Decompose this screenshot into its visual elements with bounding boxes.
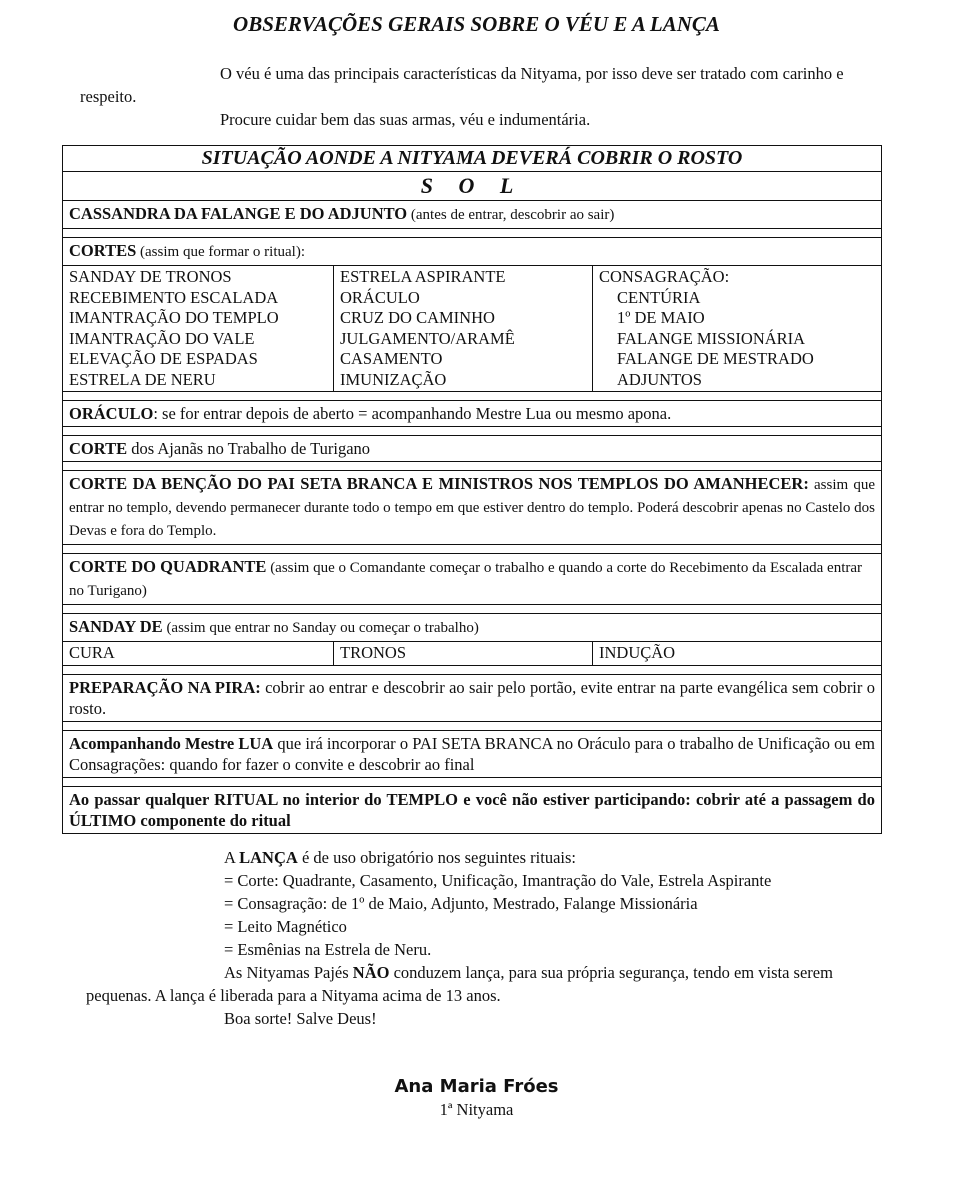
signature-role: 1ª Nityama: [439, 1100, 514, 1119]
list-item: = Leito Magnético: [224, 917, 347, 936]
list-item: ADJUNTOS: [617, 369, 702, 389]
list-item: IMANTRAÇÃO DO TEMPLO: [69, 308, 279, 327]
corte-bencao-text: assim que entrar no templo, devendo permanecer durante todo o tempo em que estiver dentro do templo. Poderá descobrir apenas no Castelo dos Devas e fora do Templo.: [69, 477, 875, 539]
sanday-grid: [63, 642, 881, 666]
list-item: FALANGE DE MESTRADO: [617, 349, 814, 368]
oraculo-label: ORÁCULO: [69, 404, 154, 423]
row-corte-bencao: [63, 471, 881, 545]
sanday-cell: TRONOS: [333, 642, 592, 665]
ritual-text: Ao passar qualquer RITUAL no interior do TEMPLO e você não estiver participando: cobrir até a passagem do ÚLTIMO componente do ritual: [69, 789, 875, 830]
cortes-label: CORTES: [69, 241, 137, 260]
pira-label: PREPARAÇÃO NA PIRA:: [69, 677, 261, 697]
row-cassandra: [63, 201, 881, 229]
corte-quadrante-text: (assim que o Comandante começar o trabalho e quando a corte do Recebimento da Escalada entrar no Turigano): [69, 560, 863, 599]
cassandra-label: CASSANDRA DA FALANGE E DO ADJUNTO: [69, 204, 408, 223]
list-item: 1º DE MAIO: [617, 308, 705, 327]
lanca-label: LANÇA: [239, 848, 298, 867]
list-item: CASAMENTO: [340, 349, 443, 368]
pira-text: cobrir ao entrar e descobrir ao sair pelo portão, evite entrar na parte evangélica sem cobrir o rosto.: [69, 677, 876, 718]
list-item: FALANGE MISSIONÁRIA: [617, 328, 806, 348]
row-gap: [63, 722, 881, 731]
sanday-label: SANDAY DE: [69, 617, 163, 636]
signature-block: [0, 1076, 953, 1120]
row-cortes-heading: [63, 238, 881, 266]
list-item: = Corte: Quadrante, Casamento, Unificação, Imantração do Vale, Estrela Aspirante: [224, 871, 772, 890]
row-oraculo: [63, 401, 881, 427]
list-item: CRUZ DO CAMINHO: [340, 308, 495, 327]
intro-section: [80, 62, 880, 131]
sanday-cell: CURA: [69, 643, 115, 662]
list-item: JULGAMENTO/ARAMÊ: [340, 328, 515, 348]
page-title: OBSERVAÇÕES GERAIS SOBRE O VÉU E A LANÇA: [233, 12, 720, 36]
list-item: ELEVAÇÃO DE ESPADAS: [69, 349, 258, 368]
list-item: IMUNIZAÇÃO: [340, 369, 447, 389]
lanca-intro-prefix: A: [224, 848, 240, 867]
signature-name: Ana Maria Fróes: [394, 1076, 559, 1097]
cortes-column-3: [592, 266, 881, 391]
lanca-intro-text: é de uso obrigatório nos seguintes rituais:: [297, 848, 576, 867]
consagracao-heading: CONSAGRAÇÃO:: [599, 267, 730, 286]
paje-text: conduzem lança, para sua própria segurança, tendo em vista serem pequenas. A lança é liberada para a Nityama acima de 13 anos.: [86, 963, 833, 1005]
row-gap: [63, 605, 881, 614]
corte-ajanas-label: CORTE: [69, 439, 128, 458]
row-gap: [63, 545, 881, 554]
cassandra-note: (antes de entrar, descobrir ao sair): [407, 207, 615, 223]
mestre-lua-label: Acompanhando Mestre LUA: [69, 733, 274, 753]
mestre-lua-text: que irá incorporar o PAI SETA BRANCA no Oráculo para o trabalho de Unificação ou em Consagrações: quando for fazer o convite e descobrir ao final: [69, 733, 875, 774]
row-corte-quadrante: [63, 554, 881, 605]
list-item: ORÁCULO: [340, 287, 420, 307]
intro-paragraph-2: Procure cuidar bem das suas armas, véu e indumentária.: [220, 110, 591, 129]
sanday-note: (assim que entrar no Sanday ou começar o trabalho): [162, 620, 479, 636]
sanday-cell: INDUÇÃO: [592, 642, 881, 665]
list-item: ESTRELA ASPIRANTE: [340, 267, 506, 286]
corte-bencao-label: CORTE DA BENÇÃO DO PAI SETA BRANCA E MINISTROS NOS TEMPLOS DO AMANHECER:: [69, 474, 809, 493]
closing-line: Boa sorte! Salve Deus!: [224, 1009, 377, 1028]
lanca-intro: [86, 846, 876, 869]
cortes-grid: [63, 266, 881, 392]
row-corte-ajanas: [63, 436, 881, 462]
list-item: IMANTRAÇÃO DO VALE: [69, 328, 255, 348]
list-item: RECEBIMENTO ESCALADA: [69, 287, 279, 307]
lanca-section: [86, 846, 876, 1030]
intro-paragraph-1: O véu é uma das principais características da Nityama, por isso deve ser tratado com carinho e respeito.: [80, 64, 844, 106]
paje-bold: NÃO: [352, 963, 390, 982]
list-item: CENTÚRIA: [617, 287, 701, 307]
row-pira: [63, 675, 881, 722]
row-gap: [63, 392, 881, 401]
cortes-note: (assim que formar o ritual):: [136, 244, 305, 260]
row-gap: [63, 427, 881, 436]
corte-ajanas-text: dos Ajanãs no Trabalho de Turigano: [127, 439, 371, 458]
table-subheader-sol: S O L: [63, 172, 881, 201]
row-mestre-lua: [63, 731, 881, 778]
row-gap: [63, 778, 881, 787]
row-gap: [63, 666, 881, 675]
list-item: SANDAY DE TRONOS: [69, 267, 232, 286]
list-item: = Esmênias na Estrela de Neru.: [224, 940, 432, 959]
row-ritual: [63, 787, 881, 833]
cortes-column-1: [63, 266, 333, 391]
paje-prefix: As Nityamas Pajés: [224, 963, 353, 982]
table-header: SITUAÇÃO AONDE A NITYAMA DEVERÁ COBRIR O ROSTO: [63, 146, 881, 172]
list-item: ESTRELA DE NERU: [69, 369, 216, 389]
row-sanday-heading: [63, 614, 881, 642]
paje-paragraph: [86, 961, 876, 1007]
oraculo-text: : se for entrar depois de aberto = acompanhando Mestre Lua ou mesmo apona.: [153, 404, 672, 423]
row-gap: [63, 462, 881, 471]
list-item: = Consagração: de 1º de Maio, Adjunto, Mestrado, Falange Missionária: [224, 894, 698, 913]
corte-quadrante-label: CORTE DO QUADRANTE: [69, 557, 267, 576]
veil-situations-table: [62, 145, 882, 834]
row-gap: [63, 229, 881, 238]
cortes-column-2: [333, 266, 592, 391]
